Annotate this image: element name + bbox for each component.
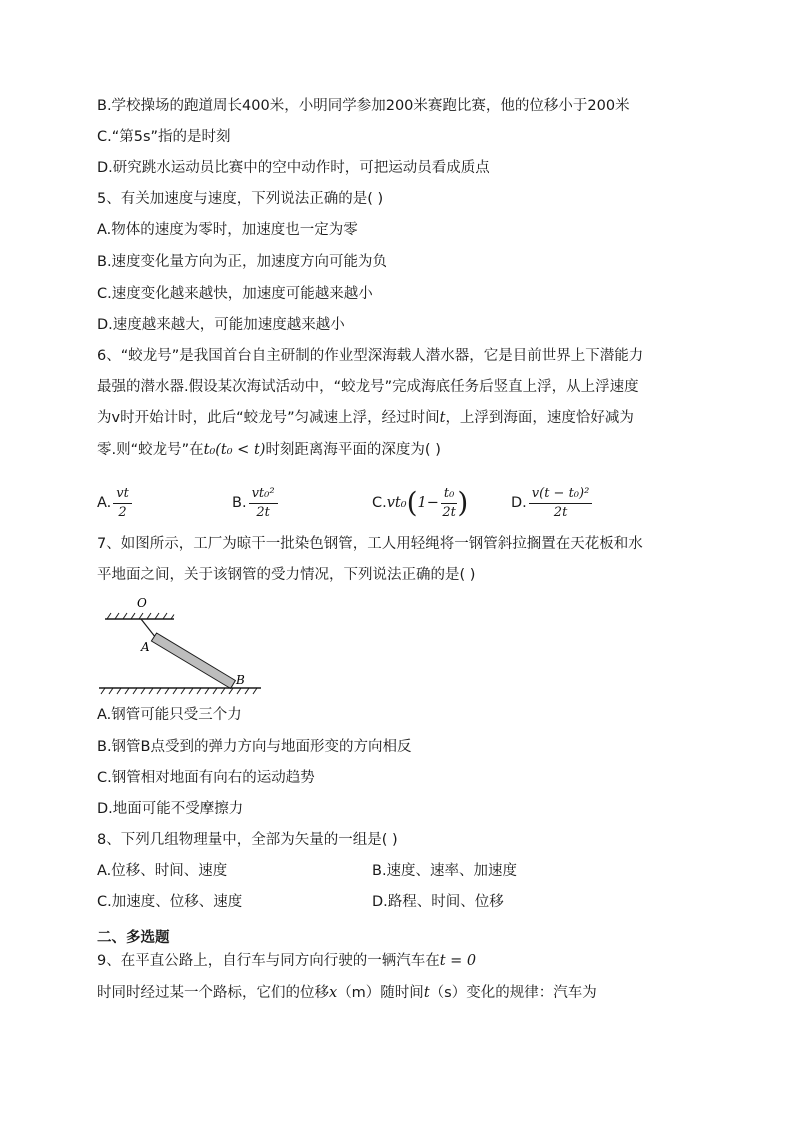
q6-var-t: t — [439, 410, 446, 426]
q6-option-a-denominator: 2 — [118, 504, 127, 520]
q5-option-a: A.物体的速度为零时，加速度也一定为零 — [97, 222, 358, 238]
q6-option-a-label: A. — [97, 495, 112, 511]
q6-line-3-a: 为v时开始计时，此后“蛟龙号”匀减速上浮，经过时间 — [97, 410, 440, 426]
q5-option-d: D.速度越来越大，可能加速度越来越小 — [97, 317, 345, 333]
q9-line-1-a: 9、在平直公路上，自行车与同方向行驶的一辆汽车在 — [97, 953, 440, 969]
q6-option-d-fraction — [529, 486, 593, 521]
q5-stem: 5、有关加速度与速度，下列说法正确的是( ) — [97, 191, 384, 207]
q6-option-c-prefactor: vt₀ — [386, 495, 407, 511]
q6-line-4 — [97, 440, 441, 460]
q6-option-c-denominator: 2t — [442, 504, 456, 520]
q9-time-zero: t = 0 — [439, 953, 477, 969]
label-a: A — [141, 640, 150, 654]
q4-option-b: B.学校操场的跑道周长400米，小明同学参加200米赛跑比赛，他的位移小于200米 — [97, 98, 630, 114]
section-title-multiple-choice: 二、多选题 — [97, 930, 170, 946]
q6-option-c-numerator: t₀ — [441, 486, 457, 504]
q6-option-b-numerator: vt₀² — [249, 486, 278, 504]
q9-var-t: t — [423, 985, 430, 1001]
q4-option-d: D.研究跳水运动员比赛中的空中动作时，可把运动员看成质点 — [97, 160, 490, 176]
q6-option-c — [372, 478, 468, 528]
q6-option-d-label: D. — [511, 495, 527, 511]
steel-pipe — [151, 633, 235, 689]
q6-line-4-a: 零.则“蛟龙号”在 — [97, 442, 204, 458]
q6-line-2: 最强的潜水器.假设某次海试活动中，“蛟龙号”完成海底任务后竖直上浮，从上浮速度 — [97, 379, 639, 395]
q5-option-b: B.速度变化量方向为正，加速度方向可能为负 — [97, 254, 388, 270]
q9-line-1 — [97, 951, 476, 971]
q6-option-d — [511, 478, 592, 528]
q7-line-1: 7、如图所示，工厂为晾干一批染色钢管，工人用轻绳将一钢管斜拉搁置在天花板和水 — [97, 536, 643, 552]
q8-option-d: D.路程、时间、位移 — [372, 894, 504, 910]
q6-option-c-label: C. — [372, 495, 387, 511]
rope — [141, 619, 156, 638]
q6-option-d-denominator: 2t — [553, 504, 568, 520]
q6-option-b — [232, 478, 278, 528]
q6-option-a-fraction — [113, 486, 132, 521]
q6-option-b-fraction — [249, 486, 278, 521]
q6-line-4-b: 时刻距离海平面的深度为( ) — [265, 442, 441, 458]
q6-option-c-fraction — [441, 486, 457, 521]
q9-line-2 — [97, 983, 597, 1003]
q8-option-c: C.加速度、位移、速度 — [97, 894, 243, 910]
q7-option-d: D.地面可能不受摩擦力 — [97, 801, 244, 817]
q7-line-2: 平地面之间，关于该钢管的受力情况，下列说法正确的是( ) — [97, 567, 476, 583]
q6-option-b-label: B. — [232, 495, 247, 511]
q9-line-2-a: 时同时经过某一个路标，它们的位移 — [97, 985, 329, 1001]
q7-option-b: B.钢管B点受到的弹力方向与地面形变的方向相反 — [97, 739, 412, 755]
q9-line-2-b: （m）随时间 — [337, 985, 424, 1001]
label-b: B — [236, 673, 245, 687]
q6-line-1: 6、“蛟龙号”是我国首台自主研制的作业型深海载人潜水器，它是目前世界上下潜能力 — [97, 348, 644, 364]
q6-option-b-denominator: 2t — [256, 504, 270, 520]
q9-var-x: x — [329, 985, 338, 1001]
q7-steel-pipe-figure — [97, 595, 267, 695]
q6-time-expression: t₀(t₀ < t) — [203, 442, 266, 458]
ceiling-hatch — [105, 613, 174, 619]
q8-option-b: B.速度、速率、加速度 — [372, 863, 518, 879]
q6-option-a — [97, 478, 132, 528]
q6-option-c-inner: 1− — [417, 495, 439, 511]
q7-option-a: A.钢管可能只受三个力 — [97, 707, 242, 723]
q7-option-c: C.钢管相对地面有向右的运动趋势 — [97, 770, 315, 786]
q6-line-3-b: ，上浮到海面，速度恰好减为 — [445, 410, 634, 426]
q8-stem: 8、下列几组物理量中，全部为矢量的一组是( ) — [97, 832, 398, 848]
q6-line-3 — [97, 408, 634, 428]
q9-line-2-c: （s）变化的规律：汽车为 — [429, 985, 597, 1001]
q5-option-c: C.速度变化越来越快，加速度可能越来越小 — [97, 286, 373, 302]
q6-option-d-numerator: v(t − t₀)² — [529, 486, 593, 504]
label-o: O — [137, 596, 147, 610]
q8-option-a: A.位移、时间、速度 — [97, 863, 228, 879]
q6-option-a-numerator: vt — [113, 486, 132, 504]
q6-option-c-right-paren: ) — [457, 486, 469, 519]
ground-hatch — [99, 688, 261, 694]
q6-option-c-left-paren: ( — [406, 486, 418, 519]
q4-option-c: C.“第5s”指的是时刻 — [97, 129, 231, 145]
q6-options — [97, 478, 717, 528]
